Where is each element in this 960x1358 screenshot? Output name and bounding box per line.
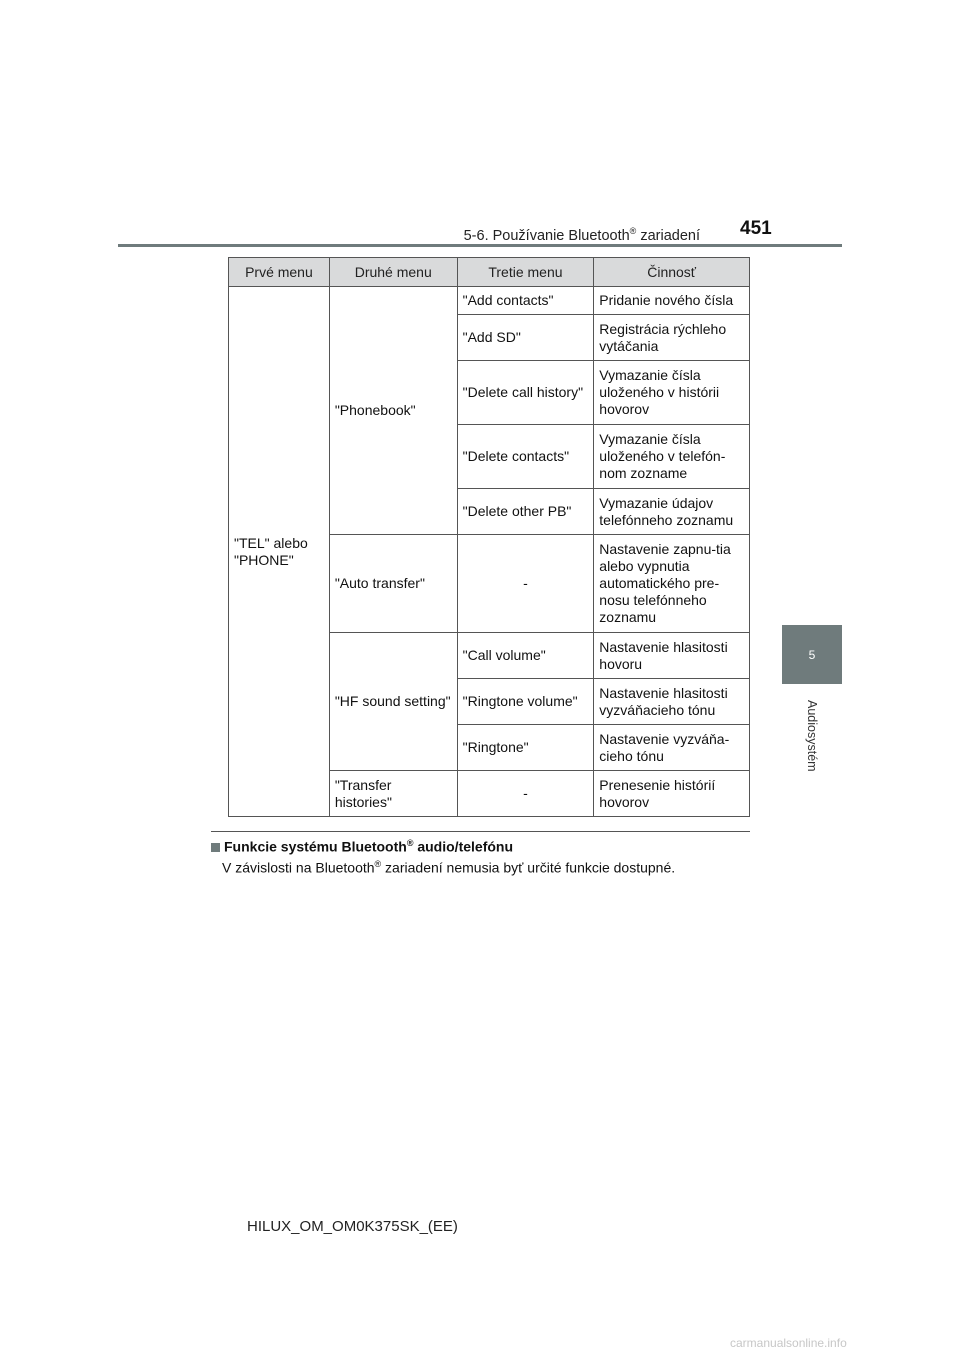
second-menu-cell: "Phonebook" [329,287,457,535]
document-code: HILUX_OM_OM0K375SK_(EE) [247,1218,458,1235]
feature-note-title-prefix: Funkcie systému Bluetooth [224,838,407,855]
column-header: Činnosť [594,258,750,287]
header-divider [118,244,842,247]
watermark: carmanualsonline.info [730,1336,847,1350]
menu-table [228,257,750,817]
second-menu-cell: "Auto transfer" [329,535,457,633]
registered-mark: ® [629,226,637,236]
chapter-label [782,700,842,790]
table-header-row [229,258,750,287]
first-menu-cell: "TEL" alebo "PHONE" [229,287,330,817]
action-cell: Registrácia rýchleho vytáčania [594,315,750,361]
section-header [400,226,700,244]
registered-mark: ® [406,838,414,848]
third-menu-cell: "Add SD" [457,315,594,361]
feature-note-title [211,838,750,855]
chapter-label-text: Audiosystém [805,700,819,772]
action-cell: Nastavenie hlasitosti hovoru [594,633,750,679]
third-menu-cell: "Delete contacts" [457,425,594,489]
chapter-number: 5 [808,647,816,662]
action-cell: Vymazanie čísla uloženého v telefón-nom zozname [594,425,750,489]
column-header: Prvé menu [229,258,330,287]
action-cell: Pridanie nového čísla [594,287,750,315]
third-menu-cell: "Ringtone" [457,725,594,771]
feature-note-text-suffix: zariadení nemusia byť určité funkcie dostupné. [381,859,676,876]
second-menu-cell: "HF sound setting" [329,633,457,771]
third-menu-cell: "Ringtone volume" [457,679,594,725]
feature-note-title-suffix: audio/telefónu [413,838,514,855]
third-menu-cell: "Add contacts" [457,287,594,315]
third-menu-cell: "Delete other PB" [457,489,594,535]
square-bullet-icon [211,843,220,852]
column-header: Tretie menu [457,258,594,287]
third-menu-cell: "Delete call history" [457,361,594,425]
feature-note-text [222,859,750,876]
chapter-tab [782,625,842,684]
action-cell: Prenesenie histórií hovorov [594,771,750,817]
third-menu-cell: - [457,771,594,817]
action-cell: Nastavenie vyzváňa-cieho tónu [594,725,750,771]
feature-note-text-prefix: V závislosti na Bluetooth [222,859,375,876]
column-header: Druhé menu [329,258,457,287]
page-number: 451 [740,218,772,239]
action-cell: Vymazanie údajov telefónneho zoznamu [594,489,750,535]
action-cell: Nastavenie hlasitosti vyzváňacieho tónu [594,679,750,725]
action-cell: Vymazanie čísla uloženého v histórii hovorov [594,361,750,425]
third-menu-cell: - [457,535,594,633]
registered-mark: ® [374,858,382,869]
third-menu-cell: "Call volume" [457,633,594,679]
second-menu-cell: "Transfer histories" [329,771,457,817]
feature-note [211,831,750,875]
table-row [229,287,750,315]
section-header-suffix: zariadení [636,227,700,244]
section-header-prefix: 5-6. Používanie Bluetooth [463,227,630,244]
action-cell: Nastavenie zapnu-tia alebo vypnutia automatického pre-nosu telefónneho zoznamu [594,535,750,633]
